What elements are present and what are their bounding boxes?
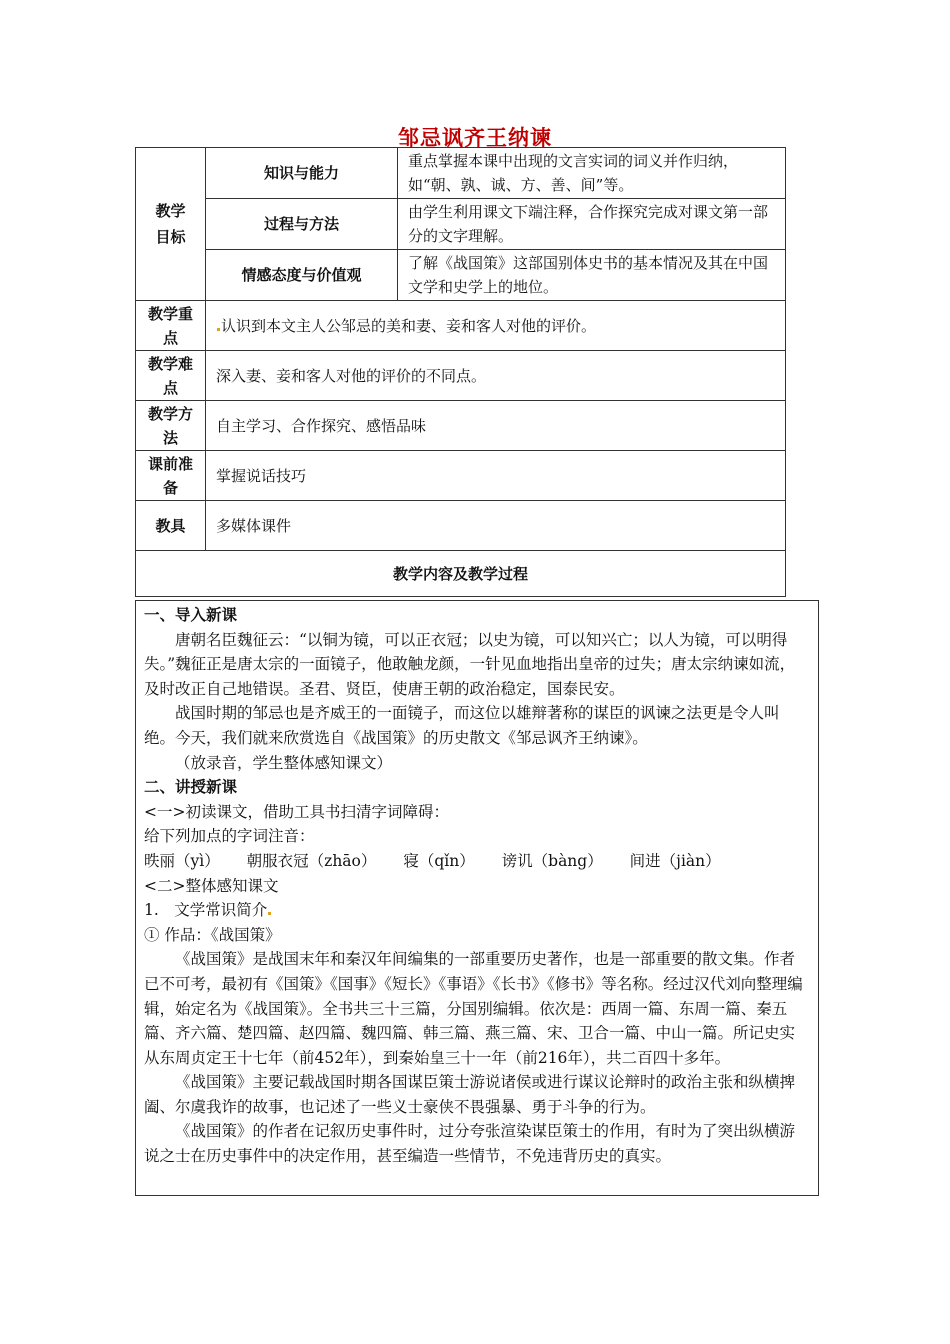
row-text: 多媒体课件 bbox=[206, 501, 786, 551]
row-label-text: 课前准备 bbox=[147, 454, 193, 497]
paragraph: 战国时期的邹忌也是齐威王的一面镜子，而这位以雄辩著称的谋臣的讽谏之法更是令人叫绝。今天，我们就来欣赏选自《战国策》的历史散文《邹忌讽齐王纳谏》。 bbox=[144, 704, 780, 747]
pinyin-row bbox=[144, 849, 810, 874]
marker bbox=[268, 912, 271, 915]
row-label-text: 教学方法 bbox=[147, 404, 193, 447]
objective-text: 重点掌握本课中出现的文言实词的词义并作归纳，如“朝、孰、诚、方、善、间”等。 bbox=[398, 148, 786, 199]
objective-text: 由学生利用课文下端注释，合作探究完成对课文第一部分的文字理解。 bbox=[398, 199, 786, 250]
paragraph: 《战国策》是战国末年和秦汉年间编集的一部重要历史著作，也是一部重要的散文集。作者已不可考，最初有《国策》《国事》《短长》《事语》《长书》《修书》等名称。经过汉代刘向整理编辑，始定名为《战国策》。全书共三十三篇，分国别编辑。依次是：西周一篇、东周一篇、秦五篇、齐六篇、楚四篇、赵四篇、魏四篇、韩三篇、燕三篇、宋、卫合一篇、中山一篇。所记史实从东周贞定王十七年（前452年），到秦始皇三十一年（前216年），共二百四十多年。 bbox=[144, 950, 803, 1067]
row-label bbox=[136, 401, 206, 451]
row-label-text: 教学难点 bbox=[147, 354, 193, 397]
paragraph: （放录音，学生整体感知课文） bbox=[175, 753, 393, 772]
pinyin-item: 寝（qǐn） bbox=[403, 851, 475, 870]
objectives-label bbox=[136, 148, 206, 301]
row-text: 深入妻、妾和客人对他的评价的不同点。 bbox=[206, 351, 786, 401]
marker bbox=[217, 328, 220, 331]
pinyin-item: 谤讥（bàng） bbox=[501, 851, 603, 870]
line: <二>整体感知课文 bbox=[144, 876, 279, 895]
objective-name: 知识与能力 bbox=[206, 148, 398, 199]
section-title: 一、导入新课 bbox=[144, 606, 238, 624]
row-text bbox=[206, 301, 786, 351]
row-label-text: 教具 bbox=[155, 516, 186, 535]
objective-name: 过程与方法 bbox=[206, 199, 398, 250]
process-header: 教学内容及教学过程 bbox=[136, 551, 786, 597]
lesson-content bbox=[135, 600, 819, 1196]
objective-text: 了解《战国策》这部国别体史书的基本情况及其在中国文学和史学上的地位。 bbox=[398, 250, 786, 301]
line-text: 1. 文学常识简介 bbox=[144, 901, 268, 920]
line: <一>初读课文，借助工具书扫清字词障碍： bbox=[144, 802, 449, 821]
row-label bbox=[136, 501, 206, 551]
section-title: 二、讲授新课 bbox=[144, 778, 238, 797]
row-label-text: 教学重点 bbox=[147, 304, 193, 347]
paragraph: 《战国策》主要记载战国时期各国谋臣策士游说诸侯或进行谋议论辩时的政治主张和纵横捭阖、尔虞我诈的故事，也记述了一些义士豪侠不畏强暴、勇于斗争的行为。 bbox=[144, 1073, 796, 1116]
pinyin-item: 朝服衣冠（zhāo） bbox=[246, 851, 377, 870]
objective-name: 情感态度与价值观 bbox=[206, 250, 398, 301]
lesson-plan-table bbox=[135, 147, 786, 597]
row-text-value: 认识到本文主人公邹忌的美和妻、妾和客人对他的评价。 bbox=[221, 316, 597, 335]
pinyin-item: 昳丽（yì） bbox=[144, 851, 220, 870]
pinyin-item: 间进（jiàn） bbox=[629, 851, 721, 870]
row-text: 自主学习、合作探究、感悟品味 bbox=[206, 401, 786, 451]
line: 给下列加点的字词注音： bbox=[144, 827, 315, 846]
row-label bbox=[136, 301, 206, 351]
page-title: 邹忌讽齐王纳谏 bbox=[398, 126, 552, 150]
row-text: 掌握说话技巧 bbox=[206, 451, 786, 501]
paragraph: 唐朝名臣魏征云：“以铜为镜，可以正衣冠；以史为镜，可以知兴亡；以人为镜，可以明得失。”魏征正是唐太宗的一面镜子，他敢触龙颜，一针见血地指出皇帝的过失；唐太宗纳谏如流，及时改正自己地错误。圣君、贤臣，使唐王朝的政治稳定，国泰民安。 bbox=[144, 630, 796, 698]
row-label bbox=[136, 351, 206, 401]
line: ① 作品：《战国策》 bbox=[144, 925, 281, 944]
line bbox=[144, 898, 810, 923]
objectives-label-text: 教学目标 bbox=[155, 202, 186, 246]
row-label bbox=[136, 451, 206, 501]
paragraph: 《战国策》的作者在记叙历史事件时，过分夸张渲染谋臣策士的作用，有时为了突出纵横游说之士在历史事件中的决定作用，甚至编造一些情节，不免违背历史的真实。 bbox=[144, 1122, 796, 1166]
